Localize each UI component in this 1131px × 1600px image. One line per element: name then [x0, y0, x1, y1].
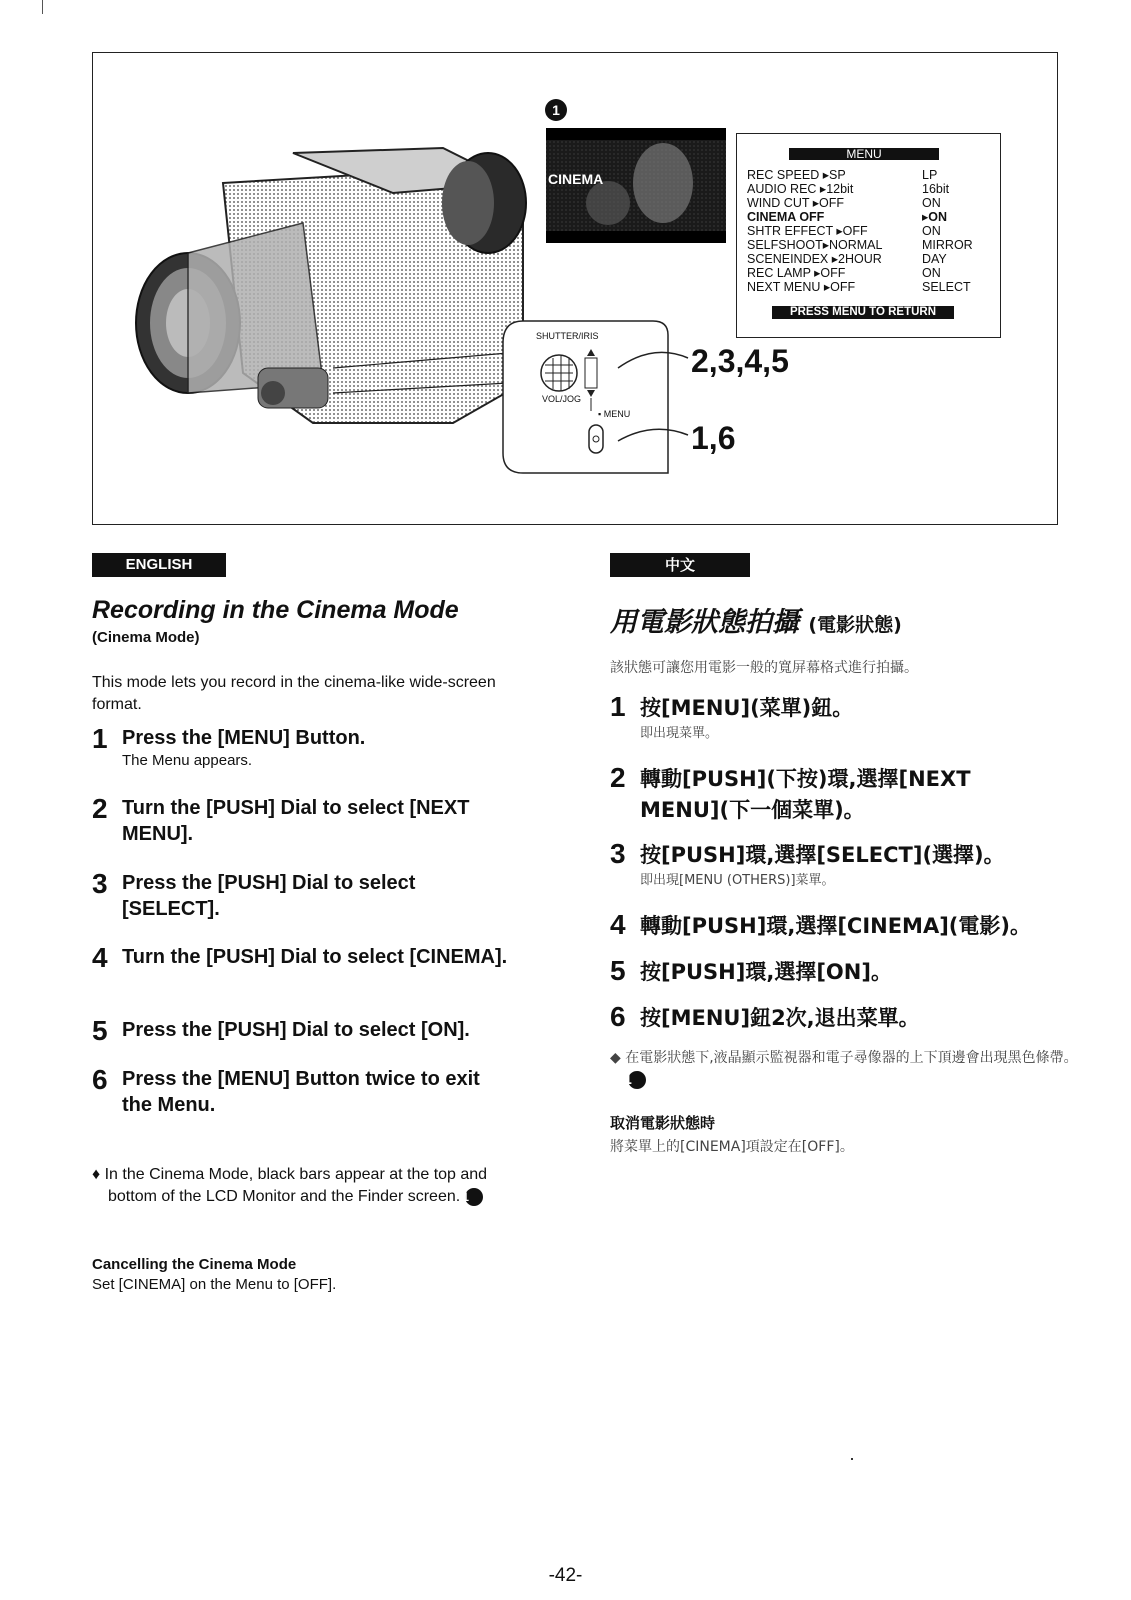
menu-footer: PRESS MENU TO RETURN	[772, 306, 954, 319]
english-step	[92, 795, 522, 847]
menu-row	[747, 210, 947, 224]
menu-item-label: SELFSHOOT▸NORMAL	[747, 238, 883, 252]
menu-button-label: ▪ MENU	[598, 409, 631, 419]
chinese-cancel-title: 取消電影狀態時	[610, 1114, 716, 1132]
english-cancel-title: Cancelling the Cinema Mode	[92, 1256, 297, 1273]
speck	[851, 1458, 853, 1460]
english-cancel-text: Set [CINEMA] on the Menu to [OFF].	[92, 1276, 337, 1293]
vol-jog-label: VOL/JOG	[542, 394, 582, 404]
step-number: 3	[610, 838, 626, 869]
step-text: Turn the [PUSH] Dial to select [CINEMA].	[122, 946, 508, 968]
menu-item-alt: SELECT	[922, 280, 971, 294]
step-text: 按[MENU](菜單)鈕。 即出現菜單。	[640, 693, 1050, 744]
menu-item-alt: MIRROR	[922, 238, 973, 252]
bullet-icon: ♦	[92, 1166, 105, 1183]
page-number: -42-	[548, 1565, 583, 1586]
step-number: 5	[610, 955, 626, 986]
menu-row	[747, 224, 941, 238]
step-text: 轉動[PUSH]環,選擇[CINEMA](電影)。	[640, 914, 1032, 938]
callout-steps-16: 1,6	[691, 420, 736, 456]
step-number: 6	[610, 1001, 626, 1032]
chinese-note: ◆ 在電影狀態下,液晶顯示監視器和電子尋像器的上下頂邊會出現黑色條帶。 1	[610, 1050, 1078, 1087]
step-text: 按[PUSH]環,選擇[SELECT](選擇)。 即出現[MENU (OTHERS)]菜單。	[640, 840, 1050, 891]
step-subtext: 即出現[MENU (OTHERS)]菜單。	[640, 873, 835, 888]
step-text: Press the [MENU] Button. The Menu appears.	[122, 725, 512, 771]
menu-item-alt: ON	[922, 224, 941, 238]
menu-item-label: CINEMA OFF	[747, 210, 825, 224]
lang-bar-english: ENGLISH	[92, 553, 226, 577]
step-text: Press the [PUSH] Dial to select [SELECT].	[122, 872, 416, 920]
step-text: Press the [PUSH] Dial to select [ON].	[122, 1019, 470, 1041]
chinese-step	[610, 911, 1060, 942]
step-subtext: The Menu appears.	[122, 752, 253, 769]
step-text: 按[MENU]鈕2次,退出菜單。	[640, 1006, 920, 1030]
step-number: 4	[92, 942, 108, 973]
step-number: 5	[92, 1015, 108, 1046]
callout-steps-2345: 2,3,4,5	[691, 343, 789, 379]
chinese-step	[610, 957, 1060, 988]
menu-item-label: SHTR EFFECT ▸OFF	[747, 224, 868, 238]
chinese-cancel-text: 將菜單上的[CINEMA]項設定在[OFF]。	[610, 1139, 854, 1155]
step-number: 6	[92, 1064, 108, 1095]
menu-item-label: AUDIO REC ▸12bit	[747, 182, 854, 196]
menu-row	[747, 196, 941, 210]
menu-row	[747, 168, 937, 182]
english-step	[92, 870, 522, 922]
step-number: 3	[92, 868, 108, 899]
chinese-step	[610, 693, 1060, 744]
step-number: 2	[92, 793, 108, 824]
step-subtext: 即出現菜單。	[640, 726, 719, 741]
crop-mark	[42, 0, 43, 14]
step-text: 轉動[PUSH](下按)環,選擇[NEXT MENU](下一個菜單)。	[640, 767, 971, 822]
chinese-step	[610, 840, 1060, 891]
menu-screen	[736, 133, 1001, 338]
step-text: 按[PUSH]環,選擇[ON]。	[640, 960, 892, 984]
menu-item-label: REC LAMP ▸OFF	[747, 266, 846, 280]
english-step	[92, 1017, 522, 1045]
menu-item-alt: ▸ON	[922, 210, 948, 224]
menu-row	[747, 266, 941, 280]
menu-row	[747, 238, 973, 252]
english-step	[92, 944, 522, 972]
chinese-title: 用電影狀態拍攝 (電影狀態)	[610, 607, 902, 638]
menu-item-label: NEXT MENU ▸OFF	[747, 280, 856, 294]
figure-ref-marker: 1	[628, 1071, 646, 1089]
lang-bar-chinese: 中文	[610, 553, 750, 577]
english-step	[92, 725, 522, 771]
screen-cinema-label: CINEMA	[548, 171, 604, 187]
figure-marker: 1	[545, 99, 567, 121]
english-step	[92, 1066, 522, 1118]
menu-item-alt: LP	[922, 168, 938, 182]
menu-item-alt: 16bit	[922, 182, 950, 196]
step-number: 1	[92, 723, 108, 754]
menu-item-alt: ON	[922, 266, 941, 280]
menu-row	[747, 252, 947, 266]
bullet-icon: ◆	[610, 1050, 626, 1066]
figure-ref-marker: 1	[465, 1188, 483, 1206]
menu-row	[747, 280, 971, 294]
menu-row	[747, 182, 949, 196]
chinese-step	[610, 764, 1060, 826]
step-number: 4	[610, 909, 626, 940]
menu-item-label: REC SPEED ▸SP	[747, 168, 846, 182]
menu-item-alt: DAY	[922, 252, 947, 266]
step-text: Turn the [PUSH] Dial to select [NEXT MENU].	[122, 797, 470, 845]
chinese-intro: 該狀態可讓您用電影一般的寬屏幕格式進行拍攝。	[610, 660, 918, 676]
english-intro: This mode lets you record in the cinema-like wide-screen format.	[92, 674, 496, 713]
step-number: 2	[610, 762, 626, 793]
shutter-iris-label: SHUTTER/IRIS	[536, 331, 599, 341]
menu-item-alt: ON	[922, 196, 941, 210]
english-note: ♦ In the Cinema Mode, black bars appear at the top and bottom of the LCD Monitor and the Finder screen. 1	[92, 1166, 488, 1205]
menu-item-label: WIND CUT ▸OFF	[747, 196, 845, 210]
english-subtitle: (Cinema Mode)	[92, 629, 200, 646]
chinese-step	[610, 1003, 1060, 1034]
menu-title: MENU	[789, 148, 939, 160]
step-number: 1	[610, 691, 626, 722]
english-title: Recording in the Cinema Mode	[92, 596, 459, 624]
menu-item-label: SCENEINDEX ▸2HOUR	[747, 252, 882, 266]
step-text: Press the [MENU] Button twice to exit the Menu.	[122, 1068, 480, 1116]
